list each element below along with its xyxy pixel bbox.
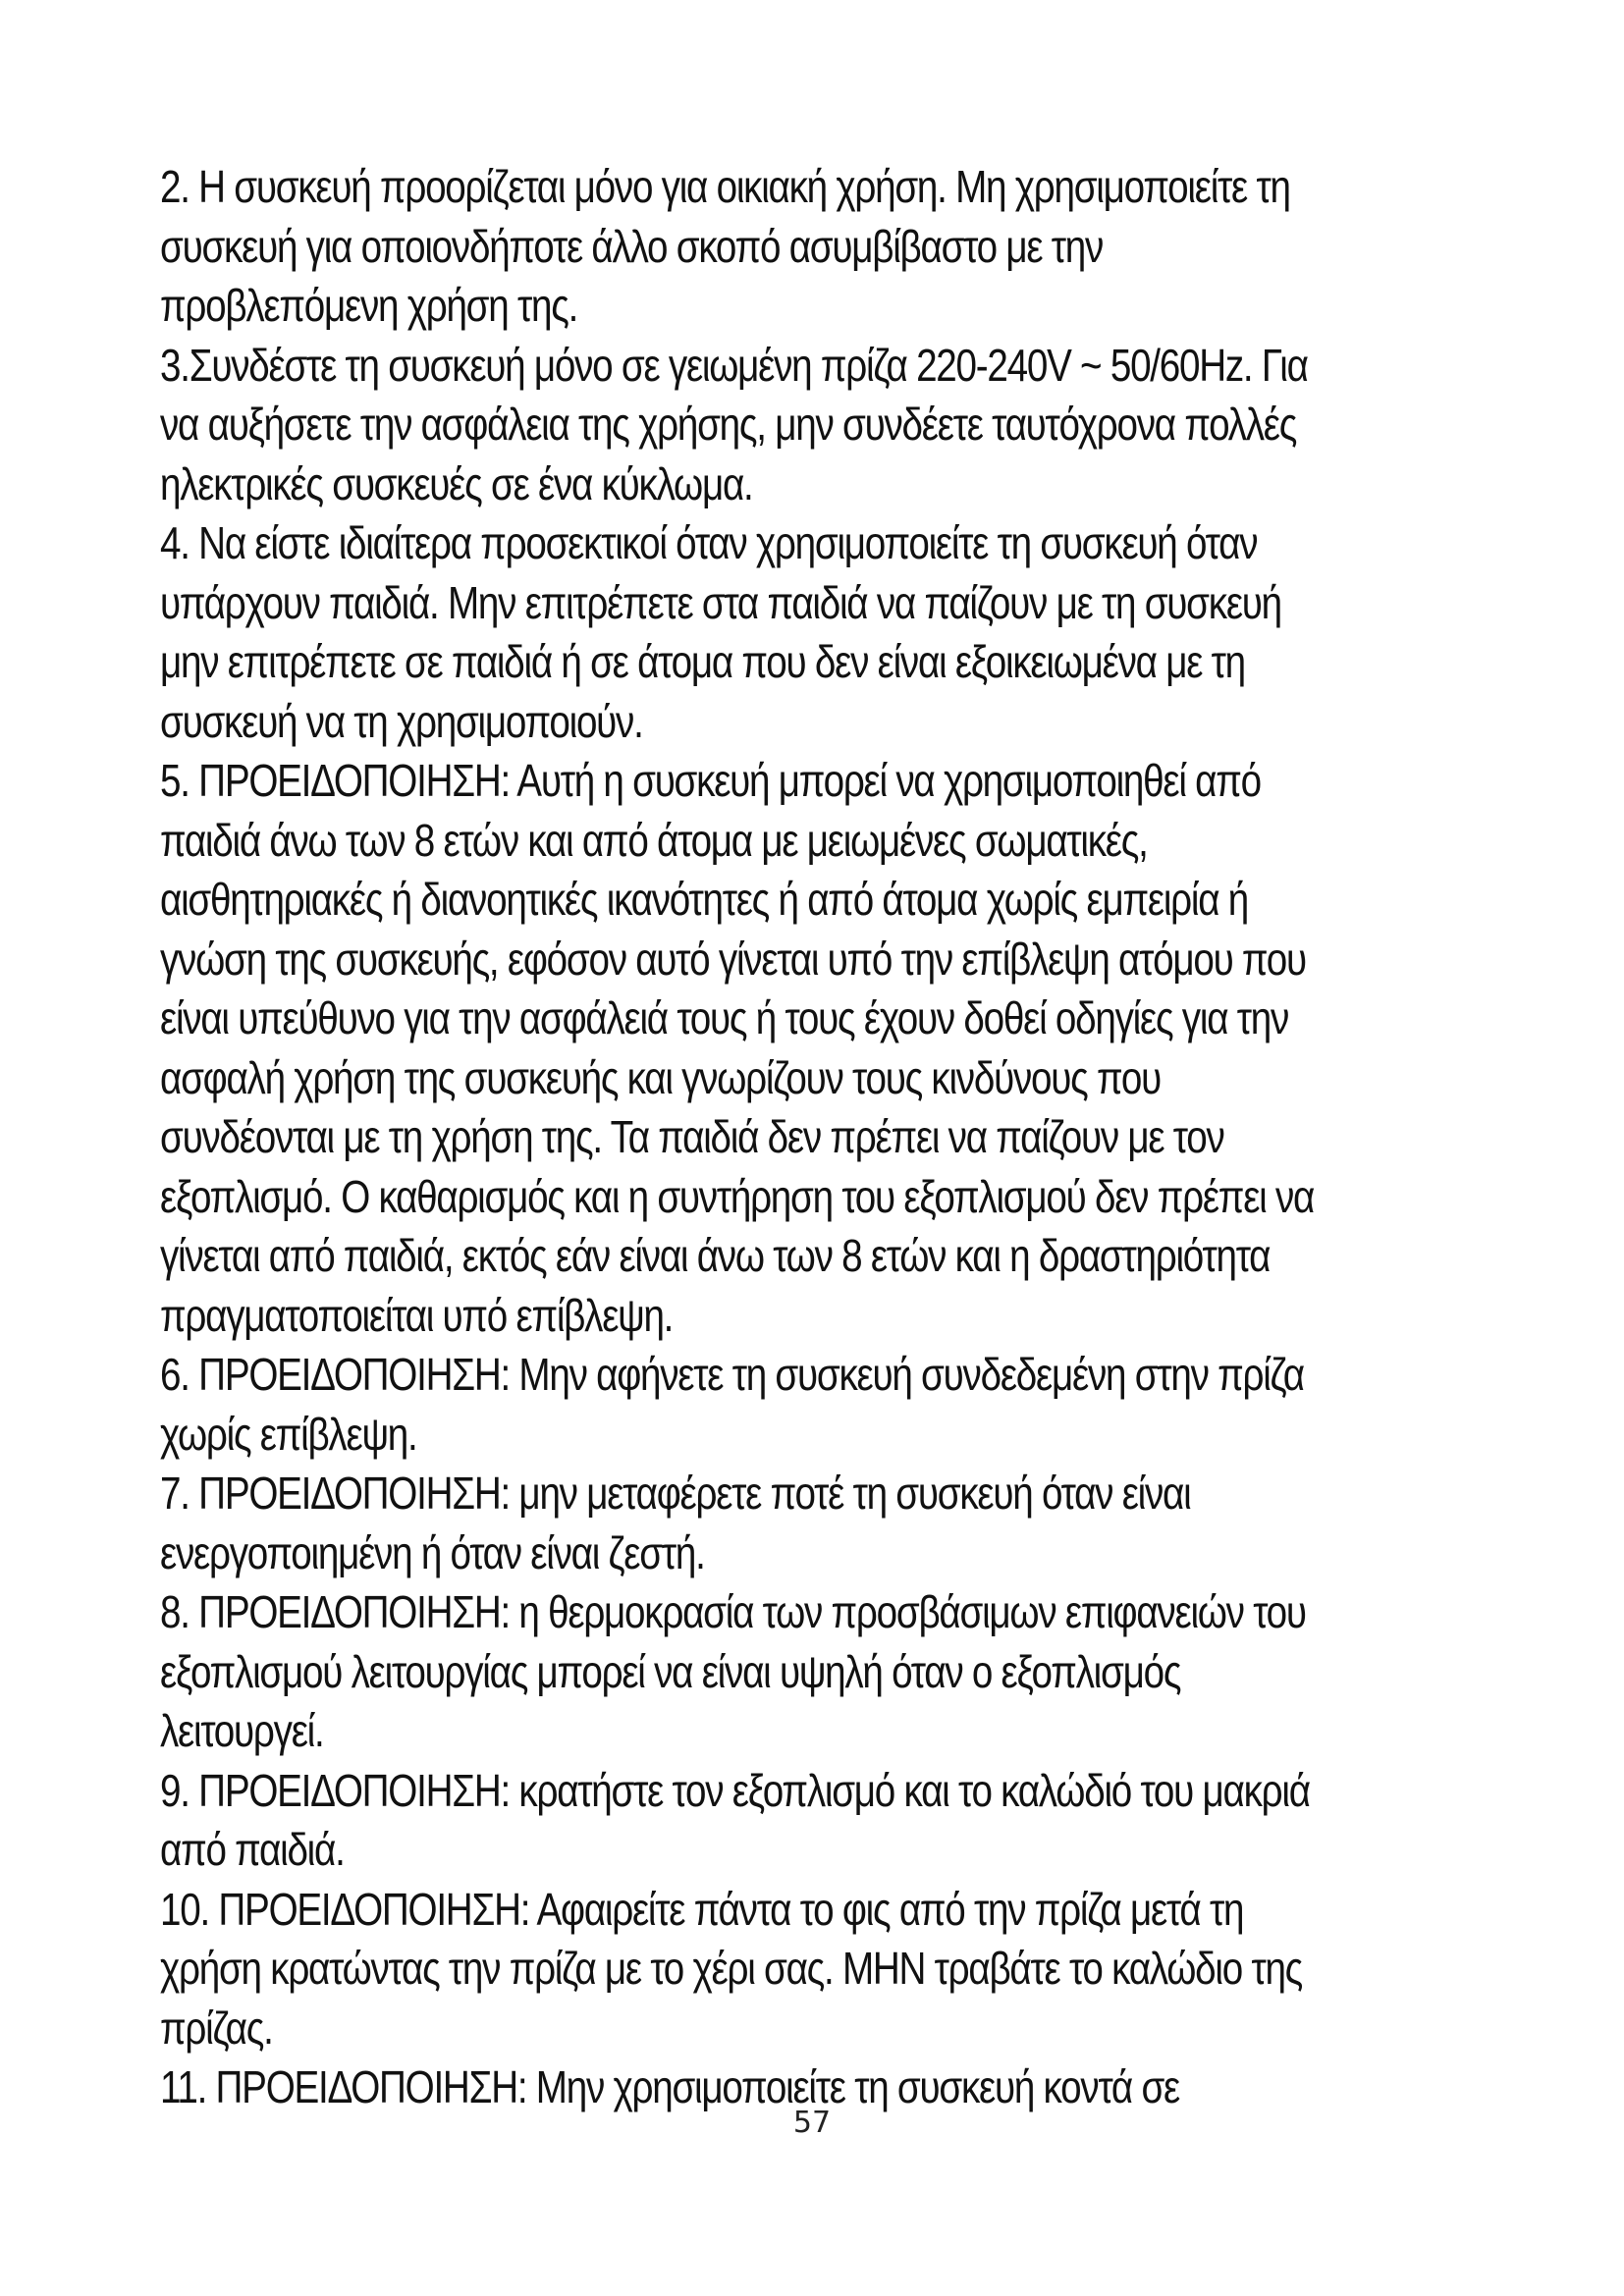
paragraph-item-8: 8. ΠΡΟΕΙΔΟΠΟΙΗΣΗ: η θερμοκρασία των προσβάσιμων επιφανειών του εξοπλισμού λειτουργίας μπορεί να είναι υψηλή όταν ο εξοπλισμός λειτουργεί. [160, 1586, 1306, 1756]
paragraph-item-11: 11. ΠΡΟΕΙΔΟΠΟΙΗΣΗ: Μην χρησιμοποιείτε τη συσκευή κοντά σε [160, 2061, 1180, 2112]
paragraph-item-2: 2. Η συσκευή προορίζεται μόνο για οικιακή χρήση. Μη χρησιμοποιείτε τη συσκευή για οποιονδήποτε άλλο σκοπό ασυμβίβαστο με την προβλεπόμενη χρήση της. [160, 161, 1290, 331]
paragraph-item-3: 3.Συνδέστε τη συσκευή μόνο σε γειωμένη πρίζα 220-240V ~ 50/60Hz. Για να αυξήσετε την ασφάλεια της χρήσης, μην συνδέετε ταυτόχρονα πολλές ηλεκτρικές συσκευές σε ένα κύκλωμα. [160, 339, 1308, 509]
paragraph-item-10: 10. ΠΡΟΕΙΔΟΠΟΙΗΣΗ: Αφαιρείτε πάντα το φις από την πρίζα μετά τη χρήση κρατώντας την πρίζα με το χέρι σας. ΜΗΝ τραβάτε το καλώδιο της πρίζας. [160, 1883, 1303, 2054]
paragraph-item-9: 9. ΠΡΟΕΙΔΟΠΟΙΗΣΗ: κρατήστε τον εξοπλισμό και το καλώδιό του μακριά από παιδιά. [160, 1764, 1310, 1875]
paragraph-item-7: 7. ΠΡΟΕΙΔΟΠΟΙΗΣΗ: μην μεταφέρετε ποτέ τη συσκευή όταν είναι ενεργοποιημένη ή όταν είναι ζεστή. [160, 1468, 1191, 1578]
paragraph-item-5: 5. ΠΡΟΕΙΔΟΠΟΙΗΣΗ: Αυτή η συσκευή μπορεί να χρησιμοποιηθεί από παιδιά άνω των 8 ετών και από άτομα με μειωμένες σωματικές, αισθητηριακές ή διανοητικές ικανότητες ή από άτομα χωρίς εμπειρία ή γνώση της συσκευής, εφόσον αυτό γίνεται υπό την επίβλεψη ατόμου που είναι υπεύθυνο για την ασφάλειά τους ή τους έχουν δοθεί οδηγίες για την ασφαλή χρήση της συσκευής και γνωρίζουν τους κινδύνους που συνδέονται με τη χρήση της. Τα παιδιά δεν πρέπει να παίζουν με τον εξοπλισμό. Ο καθαρισμός και η συντήρηση του εξοπλισμού δεν πρέπει να γίνεται από παιδιά, εκτός εάν είναι άνω των 8 ετών και η δραστηριότητα πραγματοποιείται υπό επίβλεψη. [160, 755, 1315, 1341]
paragraph-item-6: 6. ΠΡΟΕΙΔΟΠΟΙΗΣΗ: Μην αφήνετε τη συσκευή συνδεδεμένη στην πρίζα χωρίς επίβλεψη. [160, 1349, 1304, 1460]
paragraph-item-4: 4. Να είστε ιδιαίτερα προσεκτικοί όταν χρησιμοποιείτε τη συσκευή όταν υπάρχουν παιδιά. Μην επιτρέπετε στα παιδιά να παίζουν με τη συσκευή μην επιτρέπετε σε παιδιά ή σε άτομα που δεν είναι εξοικειωμένα με τη συσκευή να τη χρησιμοποιούν. [160, 517, 1281, 747]
instructions-text [160, 157, 1315, 2117]
page-number: 57 [792, 2106, 832, 2140]
